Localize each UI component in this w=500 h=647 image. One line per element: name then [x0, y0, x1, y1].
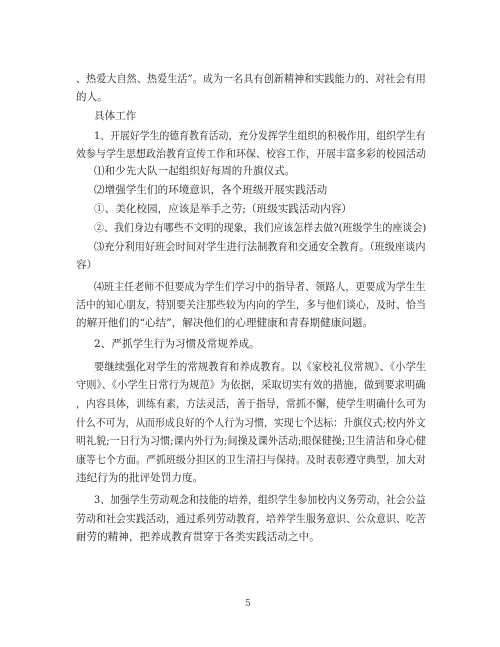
text-line: 的解开他们的“心结”，解决他们的心理健康和青春期健康问题。: [76, 317, 374, 329]
section-heading: 具体工作: [94, 110, 137, 122]
text-line: 效参与学生思想政治教育宣传工作和环保、校容工作，开展丰富多彩的校园活动: [76, 148, 427, 160]
text-line: ⑶充分利用好班会时间对学生进行法制教育和交通安全教育。（班级座谈内: [94, 241, 426, 253]
text-line: 什么不可为，从而形成良好的个人行为习惯，实现七个达标：升旗仪式;校内外文: [76, 417, 426, 429]
text-line: 活中的知心朋友，特别要关注那些较为内向的学生，多与他们谈心，及时、恰当: [76, 299, 427, 311]
text-line: 的人。: [76, 91, 108, 103]
text-line: 违纪行为的批评处罚力度。: [76, 472, 204, 484]
text-line: ①、美化校园，应该是举手之劳;（班级实践活动内容）: [94, 203, 353, 215]
text-line: 耐劳的精神，把养成教育贯穿于各类实践活动之中。: [76, 531, 320, 543]
text-line: 劳动和社会实践活动，通过系列劳动教育，培养学生服务意识、公众意识、吃苦: [76, 513, 427, 525]
page-number: 5: [245, 599, 251, 609]
text-line: 康等七个方面。严抓班级分担区的卫生清扫与保持。及时表彰遵守典型，加大对: [76, 454, 427, 466]
text-line: ⑷班主任老师不但要成为学生们学习中的指导者、领路人，更要成为学生生: [94, 281, 426, 293]
text-line: 要继续强化对学生的常规教育和养成教育。以《家校礼仪常规》、《小学生: [94, 361, 427, 373]
text-line: 守则》、《小学生日常行为规范》为依据，采取切实有效的措施，做到要求明确: [76, 379, 426, 391]
text-line: 、热爱大自然、热爱生活”。成为一名具有创新精神和实践能力的、对社会有用: [76, 73, 426, 85]
section-heading: 2、严抓学生行为习惯及常规养成。: [94, 338, 260, 350]
text-line: 3、加强学生劳动观念和技能的培养，组织学生参加校内义务劳动，社会公益: [94, 494, 426, 506]
text-line: ⑴和少先大队一起组织好每周的升旗仪式。: [94, 165, 296, 177]
text-line: ⑵增强学生们的环境意识，各个班级开展实践活动: [94, 184, 328, 196]
text-line: 明礼貌;一日行为习惯;课内外行为;间操及课外活动;眼保健操;卫生清洁和身心健: [76, 435, 427, 447]
text-line: ②、我们身边有哪些不文明的现象，我们应该怎样去做?(班级学生的座谈会): [94, 222, 427, 234]
text-line: 1、开展好学生的德育教育活动，充分发挥学生组织的积极作用，组织学生有: [94, 130, 426, 142]
text-line: 容）: [76, 259, 98, 271]
text-line: ，内容具体，训练有素，方法灵活，善于指导，常抓不懈，使学生明确什么可为: [76, 398, 427, 410]
